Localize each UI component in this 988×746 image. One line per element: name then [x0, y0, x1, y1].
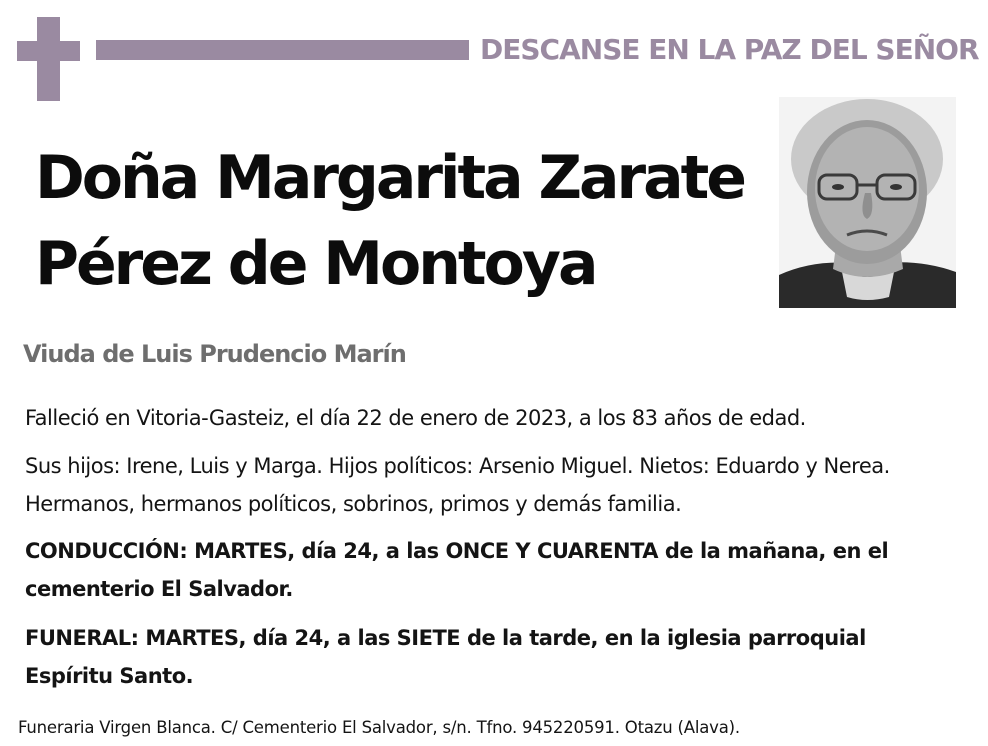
widow-line: Viuda de Luis Prudencio Marín	[23, 340, 406, 368]
deceased-portrait-photo	[779, 97, 956, 308]
portrait-image	[779, 97, 956, 308]
conduccion-details: CONDUCCIÓN: MARTES, día 24, a las ONCE Y CUARENTA de la mañana, en el cementerio El Salvador.	[25, 539, 889, 601]
deceased-name-line2: Pérez de Montoya	[35, 229, 596, 299]
deceased-name	[35, 135, 770, 307]
death-details: Falleció en Vitoria-Gasteiz, el día 22 de enero de 2023, a los 83 años de edad.	[25, 406, 806, 430]
deceased-name-line1: Doña Margarita Zarate	[35, 143, 745, 213]
funeral-home-footer: Funeraria Virgen Blanca. C/ Cementerio El Salvador, s/n. Tfno. 945220591. Otazu (Alava).	[18, 718, 740, 737]
header-title: DESCANSE EN LA PAZ DEL SEÑOR	[480, 33, 979, 66]
family-list: Sus hijos: Irene, Luis y Marga. Hijos políticos: Arsenio Miguel. Nietos: Eduardo y Nerea. Hermanos, hermanos políticos, sobrinos, primos y demás familia.	[25, 454, 890, 516]
header-divider-bar	[96, 40, 469, 60]
funeral-details: FUNERAL: MARTES, día 24, a las SIETE de la tarde, en la iglesia parroquial Espíritu Santo.	[25, 626, 866, 688]
cross-horizontal-bar	[17, 41, 80, 61]
